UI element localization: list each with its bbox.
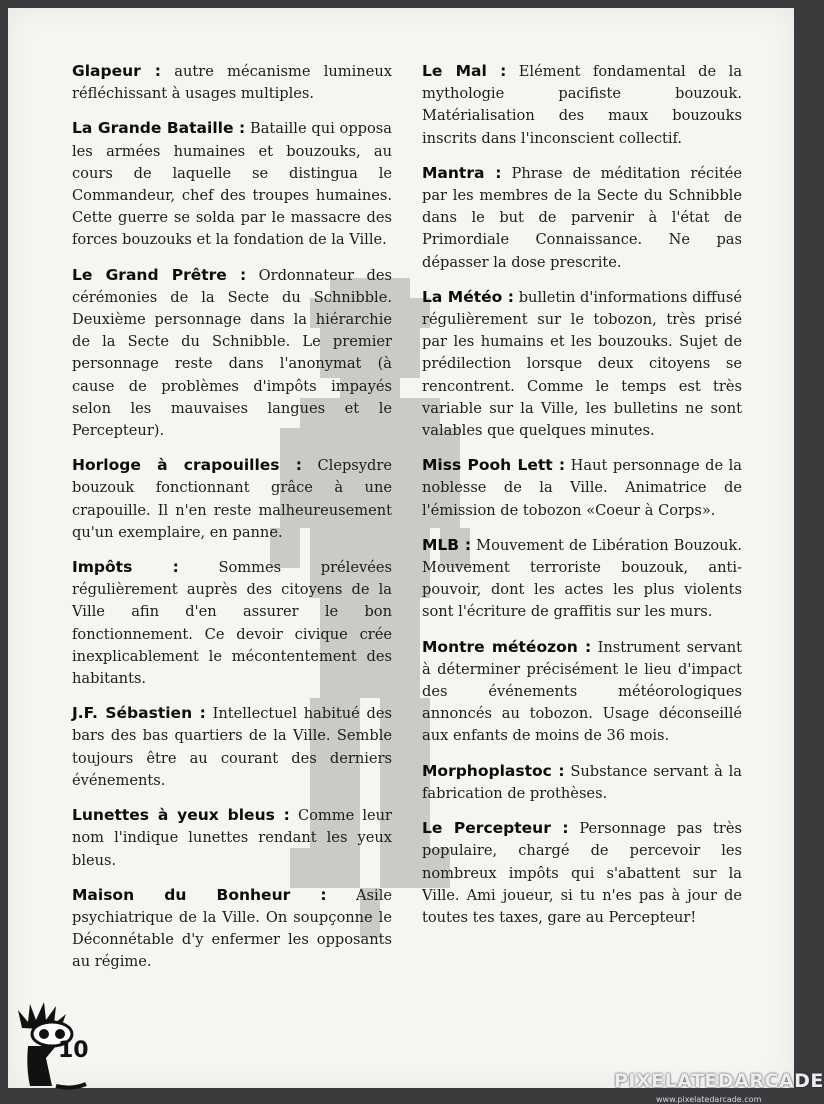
glossary-entry-mlb: MLB : Mouvement de Libération Bouzouk. Mouvement terroriste bouzouk, anti-pouvoir, dont les actes les plus violents sont l'écriture de graffitis sur les murs. <box>422 535 743 621</box>
glossary-entry-grande-bataille: La Grande Bataille : Bataille qui opposa les armées humaines et bouzouks, au cours de laquelle se distingua le Commandeur, chef des troupes humaines. Cette guerre se solda par le massacre des forces bouzouks et la fondation de la Ville. <box>72 119 392 249</box>
glossary-entry-montre-meteozon: Montre météozon : Instrument servant à déterminer précisément le lieu d'impact des événements météorologiques annoncés au tobozon. Usage déconseillé aux enfants de moins de 36 mois. <box>422 637 742 745</box>
glossary-entry-lunettes: Lunettes à yeux bleus : Comme leur nom l'indique lunettes rendant les yeux bleus. <box>72 806 392 869</box>
glossary-entry-impots: Impôts : Sommes prélevées régulièrement auprès des citoyens de la Ville afin d'en assurer le bon fonctionnement. Ce devoir civique crée inexplicablement le mécontentement des habitants. <box>72 558 392 688</box>
glossary-entry-horloge: Horloge à crapouilles : Clepsydre bouzouk fonctionnant grâce à une crapouille. Il n'en reste malheureusement qu'un exemplaire, en panne. <box>72 456 392 541</box>
glossary-entry-grand-pretre: Le Grand Prêtre : Ordonnateur des cérémonies de la Secte du Schnibble. Deuxième personnage dans la hiérarchie de la Secte du Schnibble. Le premier personnage reste dans l'anonymat (à cause de problèmes d'impôts impayés selon les mauvaises langues et le Percepteur). <box>72 265 392 440</box>
glossary-entry-percepteur: Le Percepteur : Personnage pas très populaire, chargé de percevoir les nombreux impôts qui s'abattent sur la Ville. Ami joueur, si tu n'es pas à jour de toutes tes taxes, gare au Percepteur! <box>422 819 742 926</box>
glossary-entry-miss-pooh-lett: Miss Pooh Lett : Haut personnage de la noblesse de la Ville. Animatrice de l'émission de tobozon «Coeur à Corps». <box>422 456 742 519</box>
glossary-right-column <box>422 60 742 941</box>
watermark-brand: PIXELATEDARCADE <box>614 1070 824 1092</box>
glossary-entry-maison-bonheur: Maison du Bonheur : Asile psychiatrique de la Ville. On soupçonne le Déconnétable d'y enfermer les opposants au régime. <box>72 885 392 971</box>
glossary-left-column <box>72 60 392 986</box>
glossary-entry-morphoplastoc: Morphoplastoc : Substance servant à la fabrication de prothèses. <box>422 761 742 802</box>
glossary-entry-jf-sebastien: J.F. Sébastien : Intellectuel habitué des bars des bas quartiers de la Ville. Semble toujours être au courant des derniers événements. <box>72 704 392 789</box>
glossary-entry-mantra: Mantra : Phrase de méditation récitée par les membres de la Secte du Schnibble dans le but de parvenir à l'état de Primordiale Connaissance. Ne pas dépasser la dose prescrite. <box>422 163 743 271</box>
glossary-entry-le-mal: Le Mal : Elément fondamental de la mythologie pacifiste bouzouk. Matérialisation des maux bouzouks inscrits dans l'inconscient collectif. <box>422 62 743 147</box>
glossary-entry-glapeur: Glapeur : autre mécanisme lumineux réfléchissant à usages multiples. <box>72 62 392 103</box>
watermark-url: www.pixelatedarcade.com <box>656 1095 762 1104</box>
glossary-entry-meteo: La Météo : bulletin d'informations diffusé régulièrement sur le tobozon, très prisé par les humains et les bouzouks. Sujet de prédilection lorsque deux citoyens se rencontrent. Comme le temps est très variable sur la Ville, les bulletins ne sont valables que quelques minutes. <box>422 287 743 440</box>
page-number: 10 <box>58 1038 89 1063</box>
page-number-mascot <box>16 998 94 1090</box>
manual-page <box>8 8 824 1104</box>
